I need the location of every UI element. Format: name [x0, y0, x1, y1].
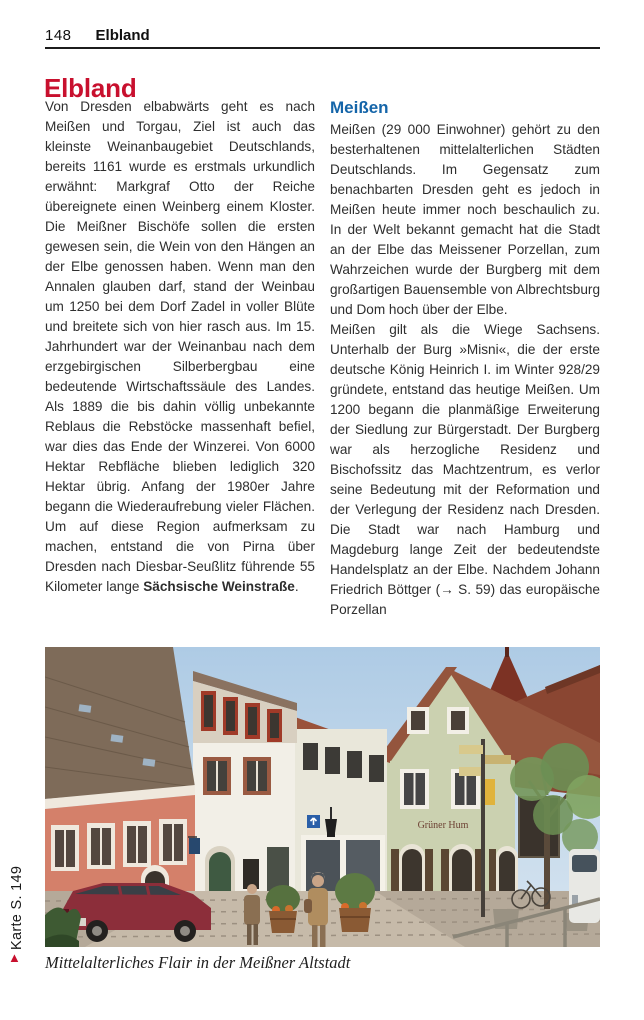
- left-column-paragraph: [45, 97, 315, 597]
- hanging-shop-sign: [188, 837, 200, 854]
- header-rule: [45, 47, 600, 49]
- map-ref-triangle-icon: ▲: [8, 950, 21, 965]
- section-label: Elbland: [95, 27, 150, 44]
- running-head: [45, 27, 600, 44]
- left-building-roof: [45, 647, 195, 799]
- chapter-title: Elbland: [44, 73, 137, 104]
- restaurant-sign-text: Grüner Hum: [417, 820, 469, 831]
- text-columns: [45, 97, 601, 620]
- left-column-text: Von Dresden elbabwärts geht es nach Meißen und Torgau, Ziel ist auch das kleinste Weinanbaugebiet Deutschlands, bereits 1161 wurde es erstmals urkundlich erwähnt: Markgraf Otto der Reiche übereignete einen Weinberg einem Kloster. Die Meißner Bischöfe sollen die ersten gewesen sein, die Wein von den Hängen an der Elbe genossen haben. Wenn man den Annalen glauben darf, stand der Weinbau um 1250 bei dem Dorf Zadel in voller Blüte und breitete sich von hier rasch aus. Im 15. Jahrhundert war der Weinanbau nach dem erzgebirgischen Silberbergbau eine bedeutende Wirtschaftssäule des Landes. Als 1889 die bis dahin völlig unbekannte Reblaus die Rebstöcke massenhaft befiel, war dies das Ende der Winzerei. Von 6000 Hektar Rebfläche blieben lediglich 320 Hektar übrig. Anfang der 1980er Jahre begann die Wiederaufrebung vieler Flächen. Um auf diese Region aufmerksam zu machen, entstand die von Pirna über Dresden nach Diesbar-Seußlitz führende 55 Kilometer lange: [45, 99, 315, 594]
- right-column-paragraph-2: Meißen gilt als die Wiege Sachsens. Unterhalb der Burg »Misni«, die der erste deutsche König Heinrich I. im Winter 928/29 gründete, entstand das heutige Meißen. Um 1200 begann die planmäßige Erweiterung der Siedlung zur Bürgerstadt. Der Burgberg war als herzogliche Residenz und Bischofssitz das Machtzentrum, es verlor seine Bedeutung mit der Reformation und der Verlegung der Residenz nach Dresden. Die Stadt war nach Hamburg und Magdeburg lange Zeit der bedeutendste Handelsplatz an der Elbe. Nachdem Johann Friedrich Böttger (→ S. 59) das europäische Porzellan: [330, 322, 600, 617]
- photo-figure: [45, 647, 600, 947]
- right-column-paragraph-1: Meißen (29 000 Einwohner) gehört zu den besterhaltenen mittelalterlichen Städten Deutschlands. Im Gegensatz zum benachbarten Dresden geht es jedoch in Meißen heute immer noch beschaulich zu. In der Welt bekannt gemacht hat die Stadt an der Elbe das Meissener Porzellan, zum Wahrzeichen wurde der Burgberg mit dem großartigen Bauensemble von Albrechtsburg und Dom hoch über der Elbe.: [330, 122, 600, 317]
- turret-finial: [505, 647, 509, 657]
- foreground-plants-left: [45, 907, 81, 947]
- left-column: [45, 97, 315, 620]
- right-column: [330, 97, 600, 620]
- green-house-arched-windows: [391, 844, 518, 897]
- white-van: [569, 849, 600, 923]
- one-way-sign: [307, 815, 320, 828]
- page-number: 148: [45, 27, 72, 44]
- map-ref-label: Karte S. 149: [9, 865, 25, 950]
- photo-caption: Mittelalterliches Flair in der Meißner Altstadt: [45, 953, 351, 972]
- bold-term-weinstrasse: Sächsische Weinstraße: [143, 579, 295, 594]
- photo-meissen-altstadt: [45, 647, 600, 947]
- left-column-period: .: [294, 579, 299, 594]
- subheading-meissen: Meißen: [330, 98, 389, 117]
